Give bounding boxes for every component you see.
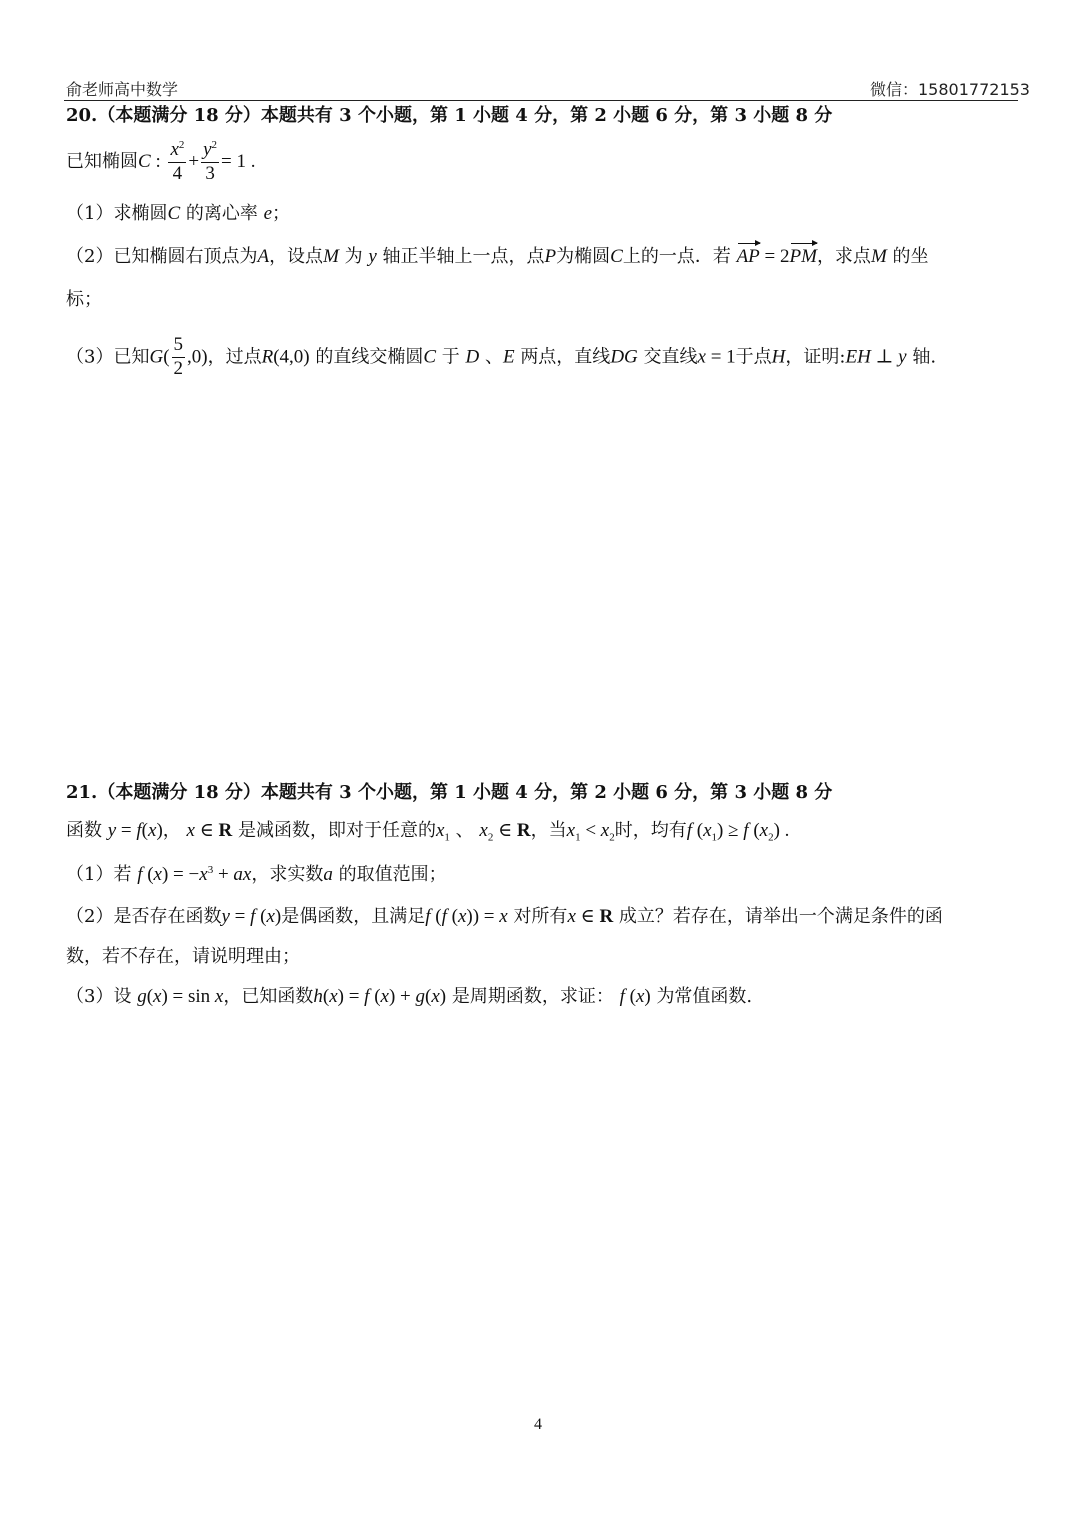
page-number: 4 [534, 1416, 542, 1433]
q21-part2-wrap: 数，若不存在，请说明理由； [66, 946, 300, 967]
header-rule [64, 100, 1018, 101]
header-left: 俞老师高中数学 [66, 80, 179, 99]
frac-5-2: $\frac{5}{2}$ [173, 334, 184, 379]
q20-part2-wrap: 标； [66, 289, 102, 310]
q21-part2: （2）是否存在函数y = f (x)是偶函数，且满足f (f (x)) = x 对所有x ∈ R 成立？若存在，请举出一个满足条件的函 [66, 906, 943, 927]
q20-title: 20.（本题满分 18 分）本题共有 3 个小题，第 1 小题 4 分，第 2 小题 6 分，第 3 小题 8 分 [66, 105, 833, 126]
q21-title: 21.（本题满分 18 分）本题共有 3 个小题，第 1 小题 4 分，第 2 小题 6 分，第 3 小题 8 分 [66, 782, 833, 803]
frac-y2-3: $\frac{y^2}{3}$ [203, 139, 218, 184]
q20-part1: （1）求椭圆C 的离心率 e； [66, 203, 291, 224]
q21-intro: 函数 y = f(x)， x ∈ R 是减函数，即对于任意的$x_1$ 、 $x_2$ ∈ R，当$x_1 < x_2$时，均有f $(x_1) \ge f$ $(x_2)$ . [66, 820, 790, 844]
header-right: 微信：15801772153 [870, 80, 1030, 99]
q20-part3: （3）已知G( $\frac{5}{2}$ ,0)，过点R(4,0) 的直线交椭圆C 于 D 、E 两点，直线DG 交直线x = 1于点H，证明:EH ⊥ y 轴. [66, 334, 937, 379]
vector-PM: PM [789, 246, 817, 267]
q20-intro: 已知椭圆C : $\frac{x^2}{4}$ + $\frac{y^2}{3}$ = 1 . [66, 139, 256, 184]
q21-part1: （1）若 f $(x) = -x^3$ + ax，求实数a 的取值范围； [66, 864, 447, 885]
frac-x2-4: $\frac{x^2}{4}$ [170, 139, 185, 184]
q20-part2: （2）已知椭圆右顶点为A，设点M 为 y 轴正半轴上一点，点P为椭圆C上的一点．若 AP = 2PM，求点M 的坐 [66, 246, 929, 267]
vector-AP: AP [736, 246, 760, 267]
q20-intro-text: 已知椭圆 [66, 150, 138, 172]
q21-part3: （3）设 g(x) = sin x，已知函数h(x) = f (x) + g(x) 是周期函数，求证： f (x) 为常值函数. [66, 986, 753, 1007]
